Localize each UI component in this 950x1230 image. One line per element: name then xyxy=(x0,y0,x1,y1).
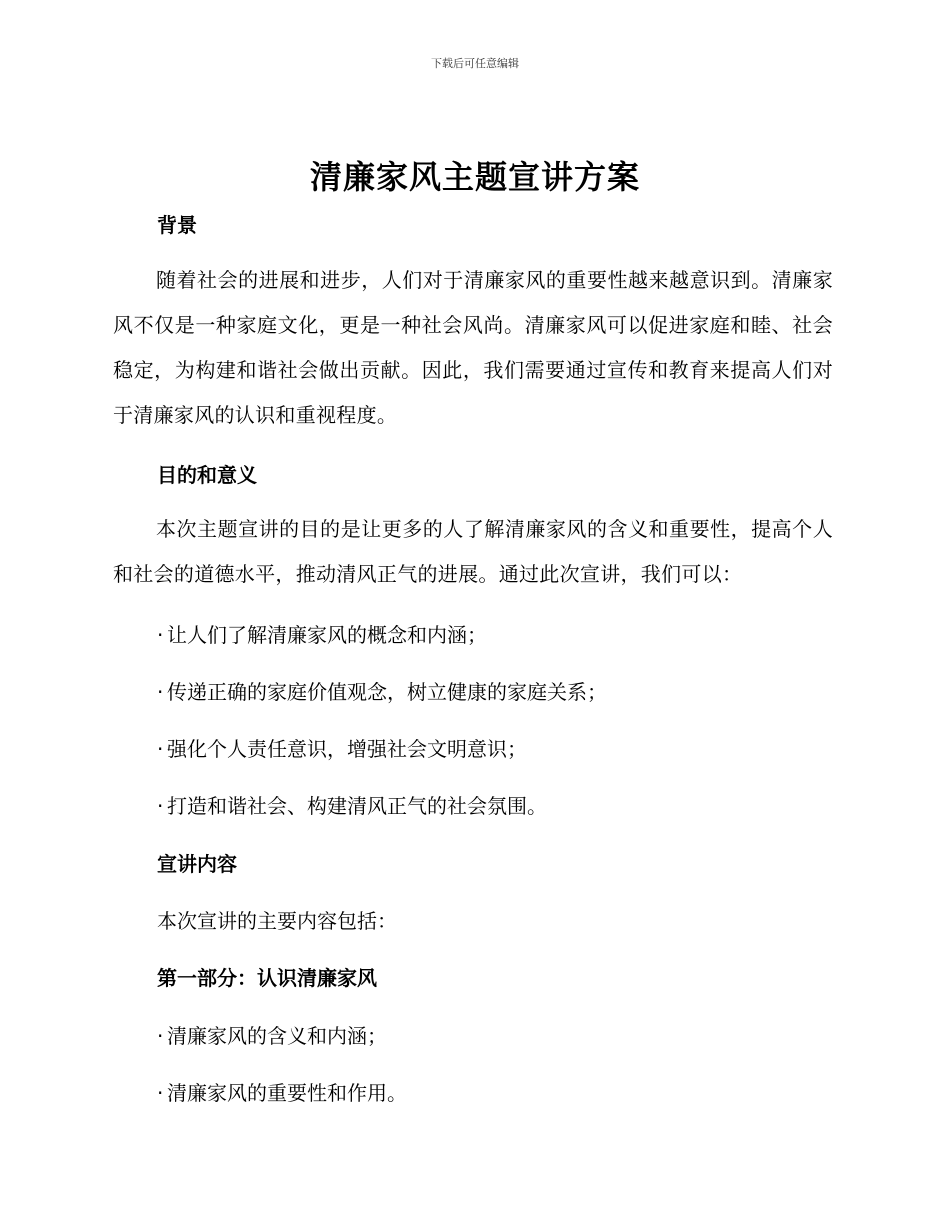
header-note: 下载后可任意编辑 xyxy=(431,57,519,70)
bullet-text: 传递正确的家庭价值观念，树立健康的家庭关系； xyxy=(167,680,607,704)
purpose-bullet-2 xyxy=(157,676,607,705)
bullet-dot: · xyxy=(157,794,164,818)
purpose-bullet-1 xyxy=(157,619,487,648)
content-heading: 宣讲内容 xyxy=(157,852,237,876)
part1-bullet-2 xyxy=(157,1077,407,1106)
bullet-text: 清廉家风的重要性和作用。 xyxy=(167,1081,407,1105)
content-intro: 本次宣讲的主要内容包括： xyxy=(157,909,397,933)
purpose-bullet-4 xyxy=(157,790,547,819)
bullet-dot: · xyxy=(157,1081,164,1105)
bullet-text: 清廉家风的含义和内涵； xyxy=(167,1024,387,1048)
bullet-text: 强化个人责任意识，增强社会文明意识； xyxy=(167,737,527,761)
bullet-text: 让人们了解清廉家风的概念和内涵； xyxy=(167,623,487,647)
part1-bullet-1 xyxy=(157,1020,387,1049)
bullet-dot: · xyxy=(157,680,164,704)
bullet-dot: · xyxy=(157,737,164,761)
purpose-bullet-3 xyxy=(157,733,527,762)
document-title: 清廉家风主题宣讲方案 xyxy=(309,158,640,196)
part1-heading: 第一部分：认识清廉家风 xyxy=(157,966,377,990)
bullet-dot: · xyxy=(157,1024,164,1048)
purpose-heading: 目的和意义 xyxy=(157,463,257,487)
purpose-paragraph: 本次主题宣讲的目的是让更多的人了解清廉家风的含义和重要性，提高个人和社会的道德水平，推动清风正气的进展。通过此次宣讲，我们可以： xyxy=(113,517,833,586)
background-heading: 背景 xyxy=(157,213,197,237)
bullet-dot: · xyxy=(157,623,164,647)
bullet-text: 打造和谐社会、构建清风正气的社会氛围。 xyxy=(167,794,547,818)
background-paragraph: 随着社会的进展和进步，人们对于清廉家风的重要性越来越意识到。清廉家风不仅是一种家庭文化，更是一种社会风尚。清廉家风可以促进家庭和睦、社会稳定，为构建和谐社会做出贡献。因此，我们需要通过宣传和教育来提高人们对于清廉家风的认识和重视程度。 xyxy=(113,268,833,427)
